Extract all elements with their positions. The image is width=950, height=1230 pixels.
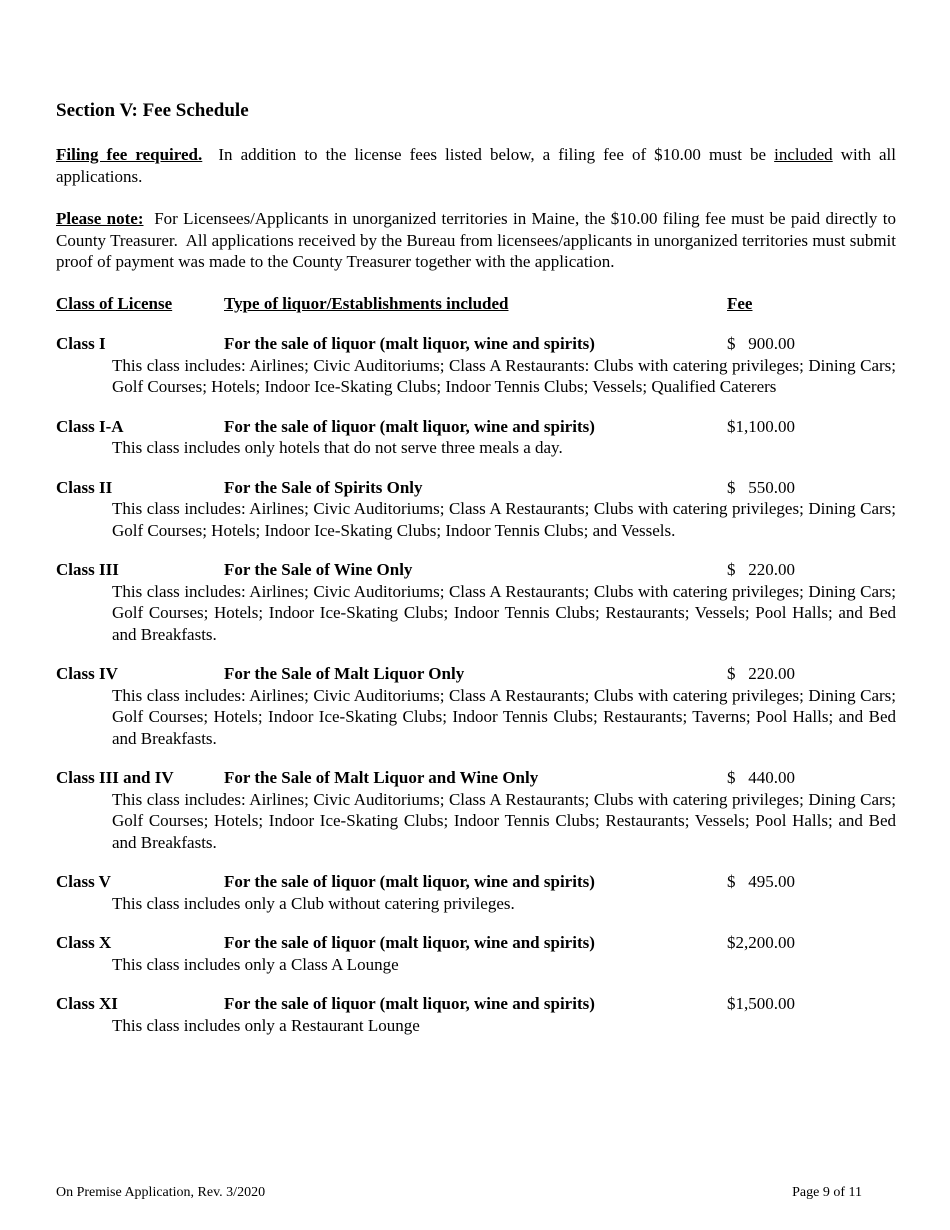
filing-fee-paragraph	[56, 144, 896, 187]
row-fee: $ 220.00	[727, 664, 795, 683]
fee-row	[56, 993, 896, 1036]
fee-row	[56, 932, 896, 975]
row-fee: $ 440.00	[727, 768, 795, 787]
footer-page-number: Page 9 of 11	[792, 1185, 862, 1200]
fee-table	[56, 333, 896, 1054]
please-note-paragraph	[56, 208, 901, 273]
footer-form-revision: On Premise Application, Rev. 3/2020	[56, 1185, 266, 1200]
row-description: This class includes only a Club without catering privileges.	[112, 893, 515, 913]
header-fee: Fee	[727, 294, 753, 313]
row-class: Class I	[56, 334, 106, 353]
row-class: Class II	[56, 477, 113, 497]
row-type: For the sale of liquor (malt liquor, wine and spirits)	[224, 994, 595, 1013]
row-fee: $ 495.00	[727, 872, 795, 891]
fee-row	[56, 416, 896, 459]
fee-row	[56, 871, 896, 914]
row-description: This class includes only hotels that do not serve three meals a day.	[112, 438, 563, 457]
filing-fee-text-before: In addition to the license fees listed below, a filing fee of $10.00 must be	[202, 145, 775, 164]
row-type: For the sale of liquor (malt liquor, wine and spirits)	[224, 416, 595, 436]
row-class: Class V	[56, 872, 111, 891]
row-type: For the sale of liquor (malt liquor, wine and spirits)	[224, 933, 595, 952]
please-note-text: For Licensees/Applicants in unorganized territories in Maine, the $10.00 filing fee must be paid directly to County Treasurer. All applications received by the Bureau from licensees/applicants in unorganized territories must submit proof of payment was made to the County Treasurer together with the application.	[56, 209, 901, 271]
row-description: This class includes: Airlines; Civic Auditoriums; Class A Restaurants; Clubs with catering privileges; Dining Cars; Golf Courses; Hotels; Indoor Ice-Skating Clubs; Indoor Tennis Clubs; Restaurants; Taverns; Pool Halls; and Bed and Breakfasts.	[112, 685, 896, 748]
row-description: This class includes only a Class A Lounge	[112, 954, 399, 974]
fee-row	[56, 333, 896, 398]
section-title: Section V: Fee Schedule	[56, 100, 249, 121]
header-type: Type of liquor/Establishments included	[224, 294, 509, 313]
row-fee: $2,200.00	[727, 933, 795, 952]
row-fee: $ 900.00	[727, 334, 795, 353]
row-description: This class includes: Airlines; Civic Auditoriums; Class A Restaurants: Clubs with catering privileges; Dining Cars; Golf Courses; Hotels; Indoor Ice-Skating Clubs; Indoor Tennis Clubs; Vessels; Qualified Caterers	[112, 355, 896, 396]
row-description: This class includes: Airlines; Civic Auditoriums; Class A Restaurants; Clubs with catering privileges; Dining Cars; Golf Courses; Hotels; Indoor Ice-Skating Clubs; Indoor Tennis Clubs; Restaurants; Vessels; Pool Halls; and Bed and Breakfasts.	[112, 789, 896, 852]
row-description: This class includes: Airlines; Civic Auditoriums; Class A Restaurants; Clubs with catering privileges; Dining Cars; Golf Courses; Hotels; Indoor Ice-Skating Clubs; Indoor Tennis Clubs; and Vessels.	[112, 499, 896, 540]
filing-fee-text-after: with all applications.	[56, 145, 896, 186]
row-fee: $ 550.00	[727, 477, 795, 497]
fee-row	[56, 477, 896, 542]
row-type: For the Sale of Wine Only	[224, 560, 413, 579]
row-class: Class IV	[56, 664, 118, 683]
row-fee: $ 220.00	[727, 560, 795, 579]
row-fee: $1,500.00	[727, 994, 795, 1013]
row-type: For the sale of liquor (malt liquor, wine and spirits)	[224, 334, 595, 353]
row-type: For the Sale of Malt Liquor and Wine Only	[224, 768, 539, 787]
filing-fee-underlined: included	[774, 145, 833, 164]
row-class: Class X	[56, 933, 112, 952]
row-description: This class includes: Airlines; Civic Auditoriums; Class A Restaurants; Clubs with catering privileges; Dining Cars; Golf Courses; Hotels; Indoor Ice-Skating Clubs; Indoor Tennis Clubs; Restaurants; Vessels; Pool Halls; and Bed and Breakfasts.	[112, 581, 896, 644]
row-description: This class includes only a Restaurant Lounge	[112, 1015, 420, 1035]
fee-row	[56, 559, 896, 645]
please-note-label: Please note:	[56, 209, 144, 228]
row-class: Class III	[56, 560, 119, 579]
fee-table-header	[56, 293, 756, 315]
row-type: For the Sale of Malt Liquor Only	[224, 664, 465, 683]
row-class: Class III and IV	[56, 768, 174, 787]
row-fee: $1,100.00	[727, 416, 795, 436]
header-class: Class of License	[56, 294, 173, 313]
row-class: Class XI	[56, 994, 118, 1013]
row-type: For the sale of liquor (malt liquor, wine and spirits)	[224, 872, 595, 891]
fee-row	[56, 767, 896, 853]
fee-row	[56, 663, 896, 749]
row-class: Class I-A	[56, 416, 124, 436]
row-type: For the Sale of Spirits Only	[224, 477, 423, 497]
filing-fee-label: Filing fee required.	[56, 145, 203, 164]
